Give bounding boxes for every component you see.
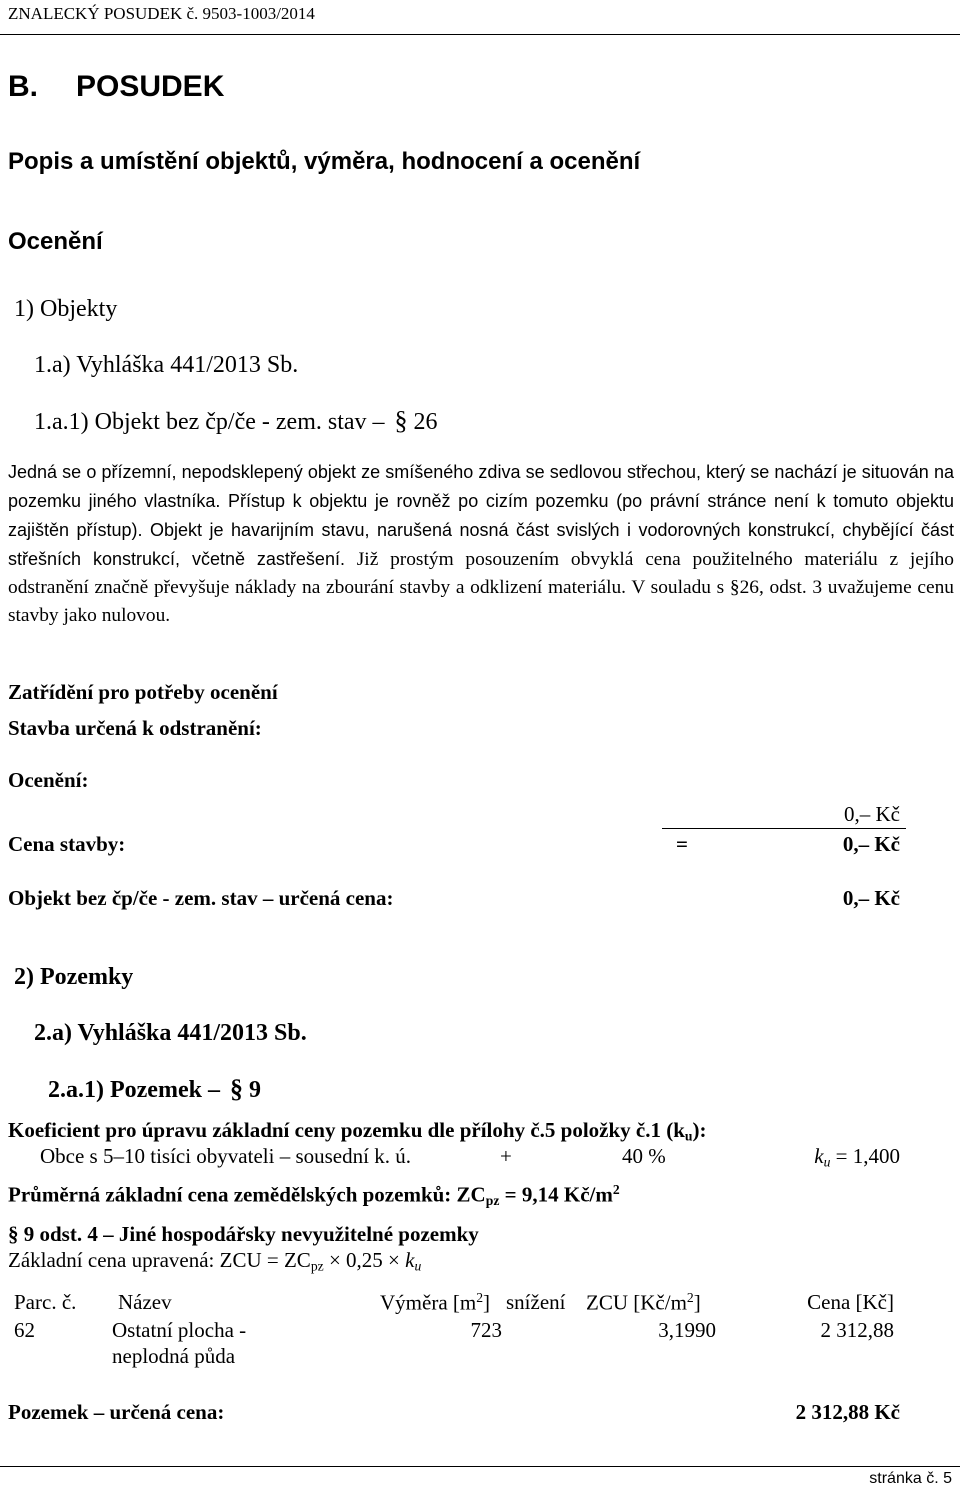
stavba-label: Stavba určená k odstranění: [8, 716, 262, 740]
table-header-zcu: ZCU $[Kč/m^2]$ [586, 1290, 701, 1315]
koeficient-title: Koeficient pro úpravu základní ceny pozemku dle přílohy č.5 položky č.1 $(k_u)$: [8, 1118, 707, 1144]
heading-objekt-26: 1.a.1) Objekt bez čp/če - zem. stav – § 26 [34, 406, 438, 435]
koeficient-row-k: $k_u = 1,400$ [814, 1144, 900, 1170]
zcu-formula: Základní cena upravená: ZCU = $ZC_{pz} \times 0,25 \times k_u$ [8, 1248, 422, 1274]
page-footer: stránka č. 5 [869, 1470, 952, 1487]
prumerna-cena: Průměrná základní cena zemědělských pozemků: $ZC_{pz} = 9,14$ $Kč/m^2$ [8, 1182, 620, 1208]
section-name: POSUDEK [76, 70, 225, 103]
table-header-nazev: Název [118, 1290, 172, 1314]
table-cell-vymera: 723 [470, 1318, 502, 1342]
heading-vyhlaska-1: 1.a) Vyhláška 441/2013 Sb. [34, 352, 299, 378]
cena-stavby-value: 0,– Kč [842, 832, 900, 856]
object-description [8, 458, 954, 630]
section-sign-icon: § [394, 406, 408, 435]
document-header: ZNALECKÝ POSUDEK č. 9503-1003/2014 [8, 4, 315, 23]
table-header-cena: Cena [Kč] [807, 1290, 894, 1314]
pozemek-urcena-value: 2 312,88 Kč [795, 1400, 900, 1424]
description-part-4: Již prostým posouzením obvyklá cena použitelného materiálu z jejího odstranění značně převyšuje náklady na zbourání stavby a odklizení materiálu. V souladu s §26, odst. 3 uvažujeme cenu stavby jako nulovou. [8, 549, 954, 626]
zatrideni-title: Zatřídění pro potřeby ocenění [8, 680, 278, 704]
heading-popis: Popis a umístění objektů, výměra, hodnocení a ocenění [8, 148, 641, 175]
heading-pozemek-9: 2.a.1) Pozemek – § 9 [48, 1074, 261, 1103]
section-sign-icon: § [229, 1074, 243, 1103]
table-header-vymera: Výměra $[m^2]$ [380, 1290, 491, 1315]
jine-pozemky-title: § 9 odst. 4 – Jiné hospodářsky nevyužitelné pozemky [8, 1222, 479, 1246]
heading-objekty: 1) Objekty [14, 296, 118, 322]
footer-divider [0, 1466, 960, 1467]
description-part-3: Objekt je havarijním stavu, narušená nosná část svislých i vodorovných konstrukcí, chybějící část střešních konstrukcí, včetně zastřešení. [8, 520, 954, 569]
heading-oceneni: Ocenění [8, 228, 103, 255]
header-divider [0, 34, 960, 35]
table-header-parc: Parc. č. [14, 1290, 77, 1314]
table-cell-cena: 2 312,88 [820, 1318, 894, 1342]
objekt-urcena-label: Objekt bez čp/če - zem. stav – určená cena: [8, 886, 394, 910]
section-title [8, 70, 224, 104]
heading-pozemky: 2) Pozemky [14, 964, 134, 990]
table-header-snizeni: snížení [506, 1290, 566, 1314]
pozemek-urcena-label: Pozemek – určená cena: [8, 1400, 225, 1424]
cena-stavby-label: Cena stavby: [8, 832, 126, 856]
table-cell-parc: 62 [14, 1318, 35, 1342]
description-part-2: Přístup k objektu je rovněž po cizím pozemku (po právní stránce není k tomuto objektu zajištěn přístup). [8, 491, 954, 540]
oceneni-label: Ocenění: [8, 768, 89, 792]
table-cell-nazev-2: neplodná půda [112, 1344, 236, 1368]
koeficient-row-percent: 40 % [622, 1144, 666, 1168]
cena-stavby-equals: = [676, 832, 688, 856]
sum-rule [662, 828, 906, 829]
table-cell-nazev-1: Ostatní plocha - [112, 1318, 247, 1342]
heading-vyhlaska-2: 2.a) Vyhláška 441/2013 Sb. [34, 1020, 307, 1046]
koeficient-row-label: Obce s 5–10 tisíci obyvateli – sousední k. ú. [40, 1144, 411, 1168]
value-line: 0,– Kč [844, 802, 900, 826]
section-letter: B. [8, 70, 38, 103]
page-number: 5 [943, 1470, 952, 1487]
koeficient-row-sign: + [500, 1144, 512, 1168]
description-part-1: Jedná se o přízemní, nepodsklepený objekt ze smíšeného zdiva se sedlovou střechou, který se nachází je situován na pozemku jiného vlastníka. [8, 462, 954, 511]
objekt-urcena-value: 0,– Kč [842, 886, 900, 910]
table-cell-zcu: 3,1990 [658, 1318, 716, 1342]
